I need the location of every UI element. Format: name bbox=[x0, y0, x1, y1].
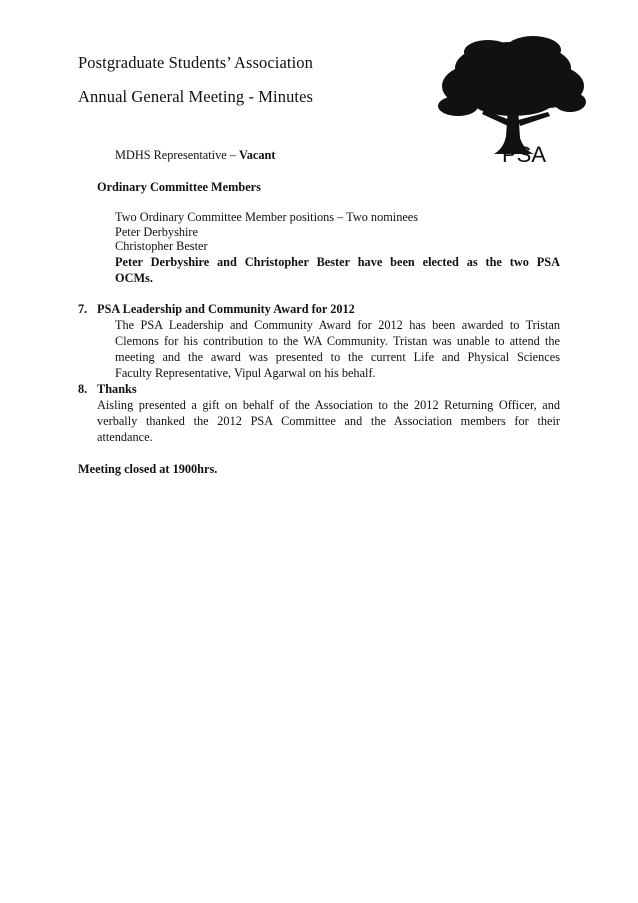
ocm-nominee-1: Peter Derbyshire bbox=[115, 225, 198, 239]
ocm-nominee-2: Christopher Bester bbox=[115, 239, 208, 253]
item-8-number: 8. bbox=[78, 382, 88, 396]
item-8-line-1: Aisling presented a gift on behalf of the Association to the 2012 Returning Officer, and bbox=[97, 398, 560, 412]
logo-text: PSA bbox=[502, 142, 547, 167]
item-8-line-3: attendance. bbox=[97, 430, 153, 444]
ocm-heading: Ordinary Committee Members bbox=[97, 180, 261, 194]
item-7-number: 7. bbox=[78, 302, 88, 316]
document-header-title: Annual General Meeting - Minutes bbox=[78, 87, 314, 106]
item-8-line-2: verbally thanked the 2012 PSA Committee and the Association members for their bbox=[97, 414, 560, 428]
mdhs-representative-line bbox=[115, 148, 275, 163]
item-8-heading: Thanks bbox=[97, 382, 137, 396]
item-7-line-4: Faculty Representative, Vipul Agarwal on his behalf. bbox=[115, 366, 376, 380]
psa-logo bbox=[438, 28, 588, 168]
ocm-positions: Two Ordinary Committee Member positions – Two nominees bbox=[115, 210, 419, 224]
item-7-line-2: Clemons for his contribution to the WA Community. Tristan was unable to attend the bbox=[115, 334, 560, 348]
ocm-result-line-2: OCMs. bbox=[115, 271, 153, 285]
item-7-line-1: The PSA Leadership and Community Award for 2012 has been awarded to Tristan bbox=[115, 318, 560, 332]
document-header-organization: Postgraduate Students’ Association bbox=[78, 53, 313, 72]
mdhs-label: MDHS Representative – bbox=[115, 148, 239, 162]
ocm-result-line-1: Peter Derbyshire and Christopher Bester have been elected as the two PSA bbox=[115, 255, 560, 269]
tree-icon bbox=[438, 36, 586, 154]
meeting-closed: Meeting closed at 1900hrs. bbox=[78, 462, 218, 476]
mdhs-status: Vacant bbox=[238, 148, 276, 162]
item-7-heading: PSA Leadership and Community Award for 2012 bbox=[97, 302, 355, 316]
item-7-line-3: meeting and the award was presented to the current Life and Physical Sciences bbox=[115, 350, 560, 364]
